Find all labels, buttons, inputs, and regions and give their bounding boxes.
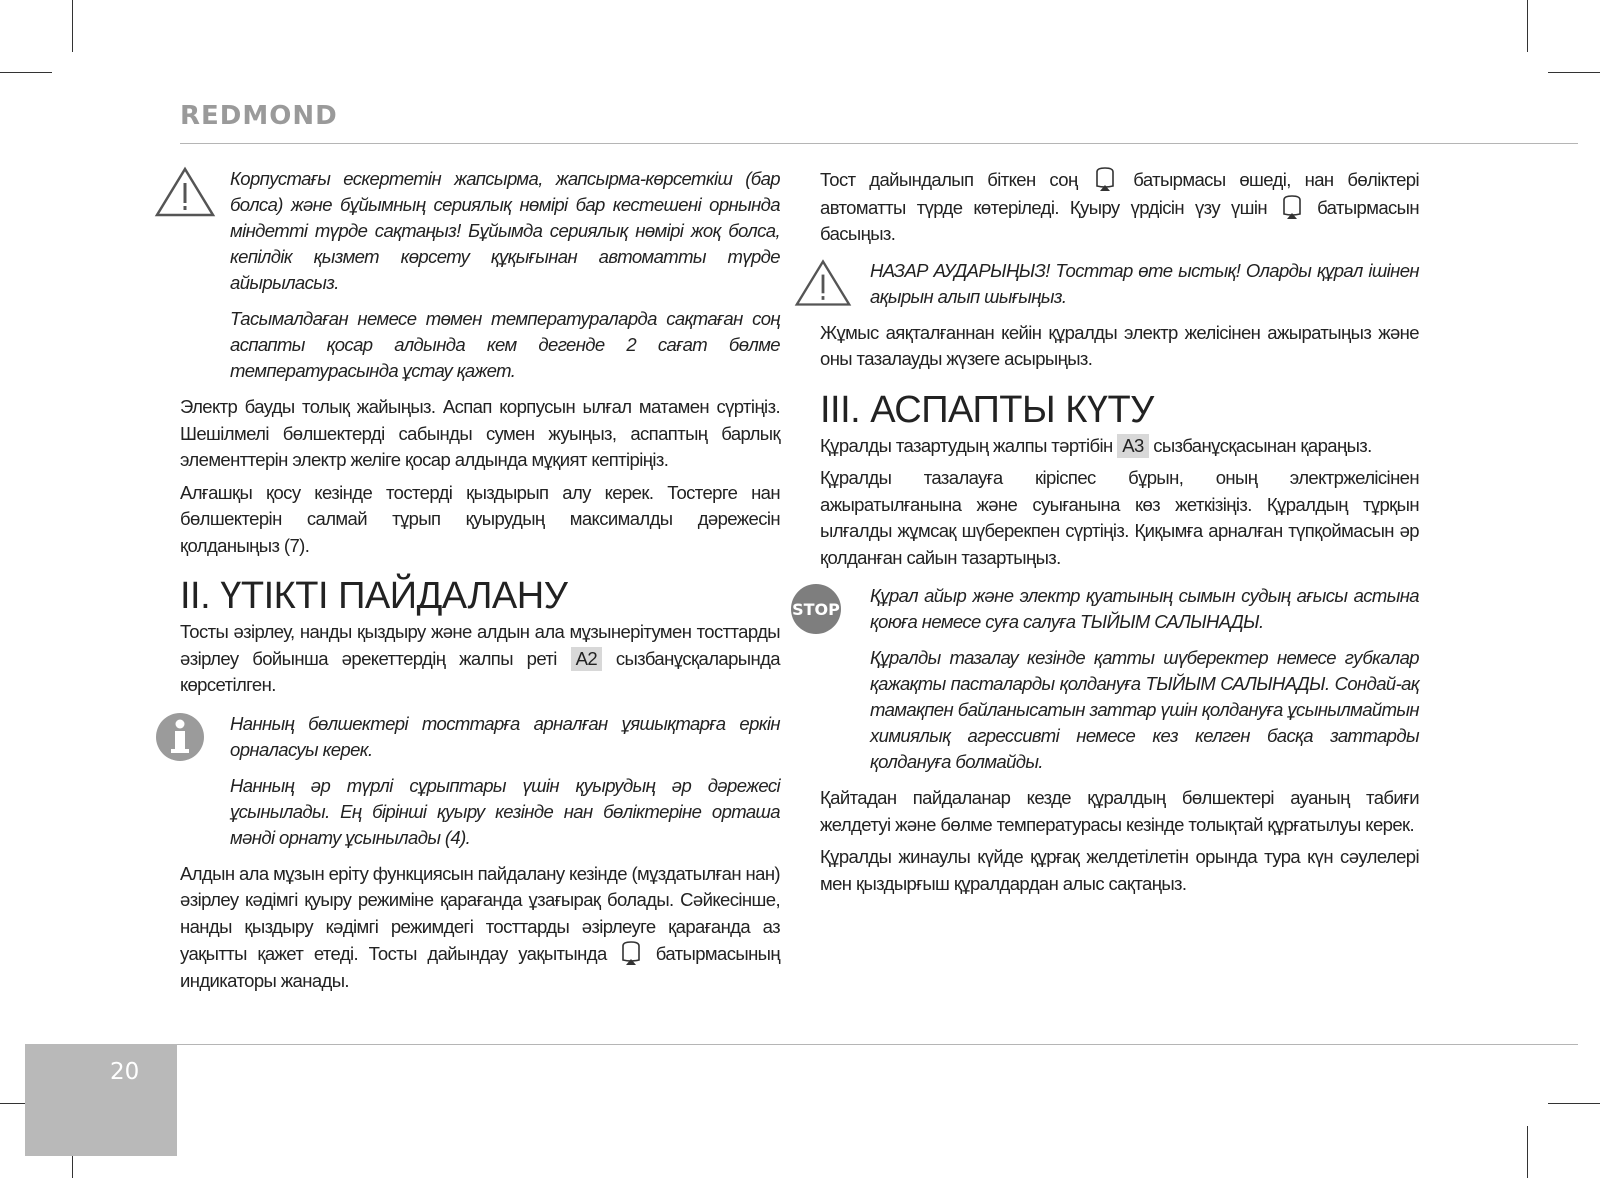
toast-button-icon	[1093, 166, 1117, 192]
paragraph: Алғашқы қосу кезінде тостерді қыздырып алу керек. Тостерге нан бөлшектерін салмай тұрып қуырудың максималды дәрежесін қолданыңыз (7).	[180, 481, 780, 556]
brand-logo: REDMOND	[180, 101, 338, 131]
crop-mark	[1548, 1103, 1600, 1104]
figure-reference: A2	[571, 647, 602, 671]
paragraph-text: сызбанұсқаларында көрсетілген.	[180, 647, 780, 695]
paragraph	[820, 433, 1419, 460]
paragraph	[180, 861, 780, 995]
crop-mark	[1527, 0, 1528, 52]
warning-triangle-icon	[794, 258, 852, 308]
paragraph-text: Тост дайындалып біткен соң	[820, 169, 1078, 190]
crop-mark	[72, 0, 73, 52]
warning-note-text: Корпустағы ескертетін жапсырма, жапсырма-көрсеткіш (бар болса) және бұйымның сериялық нөмірі бар кестешені орнында міндетті түрде сақтаңыз! Бұйымда сериялық нөмірі жоқ болса, кепілдік қызмет көрсету құқығынан автоматты түрде айырыласыз.	[230, 168, 780, 293]
paragraph	[820, 166, 1419, 248]
info-note-text: Нанның әр түрлі сұрыптары үшін қуырудың әр дәрежесі ұсынылады. Ең бірінші қуыру кезінде нан бөліктеріне орташа мәнді орнату ұсынылады (4).	[230, 774, 780, 848]
stop-note	[792, 583, 1419, 775]
page-number: 20	[110, 1059, 140, 1085]
right-column	[792, 166, 1419, 903]
crop-mark	[0, 72, 52, 73]
crop-mark	[1527, 1126, 1528, 1178]
paragraph-text: батырмасы өшеді, нан бөліктері автоматты түрде көтеріледі. Қуыру үрдісін үзу үшін	[820, 169, 1419, 218]
left-column	[180, 166, 780, 1000]
stop-sign-label: STOP	[792, 600, 840, 619]
header-divider	[180, 143, 1578, 144]
page-number-box	[25, 1044, 177, 1156]
paragraph-text: Тосты әзірлеу, нанды қыздыру және алдын ала мұзынерітумен тосттарды әзірлеу бойынша әрекеттердің жалпы реті	[180, 621, 780, 669]
paragraph	[180, 619, 780, 699]
paragraph: Құралды тазалауға кіріспес бұрын, оның электржелісінен ажыратылғанына және суығанына көз жеткізіңіз. Құралдың тұрқын ылғалды жұмсақ шүберекпен сүртіңіз. Қиқымға арналған түпқоймасын әр қолданған сайын тазартыңыз.	[820, 467, 1419, 568]
paragraph-text: Құралды тазартудың жалпы тәртібін	[820, 434, 1113, 456]
stop-note-text: Құрал айыр және электр қуатының сымын судың ағысы астына қоюға немесе суға салуға ТЫЙЫМ САЛЫНАДЫ.	[870, 585, 1419, 632]
toast-button-icon	[1280, 194, 1304, 220]
info-note-text: Нанның бөлшектері тосттарға арналған ұяшықтарға еркін орналасуы керек.	[230, 712, 780, 760]
paragraph: Электр бауды толық жайыңыз. Аспап корпусын ылғал матамен сүртіңіз. Шешілмелі бөлшектерді сабынды сумен жуыңыз, аспаптың барлық элементтерін электр желіге қосар алдында мұқият кептіріңіз.	[180, 396, 780, 470]
crop-mark	[1548, 72, 1600, 73]
warning-note	[820, 258, 1419, 310]
section-title: III. АСПАПТЫ КҮТУ	[820, 388, 1154, 431]
paragraph: Жұмыс аяқталғаннан кейін құралды электр желісінен ажыратыңыз және оны тазалауды жүзеге асырыңыз.	[820, 321, 1419, 369]
figure-reference: A3	[1117, 434, 1148, 458]
stop-sign-icon	[790, 583, 842, 635]
paragraph: Қайтадан пайдаланар кезде құралдың бөлшектері ауаның табиғи желдетуі және бөлме температурасы кезінде толықтай құрғатылуы керек.	[820, 787, 1419, 835]
warning-note-text: НАЗАР АУДАРЫҢЫЗ! Тосттар өте ыстық! Оларды құрал ішінен ақырын алып шығыңыз.	[870, 259, 1419, 307]
section-title: II. ҮТІКТІ ПАЙДАЛАНУ	[180, 575, 568, 617]
warning-note-text: Тасымалдаған немесе төмен температураларда сақтаған соң аспапты қосар алдында кем дегенде 2 сағат бөлме температурасында ұстау қажет.	[230, 308, 780, 381]
info-icon	[154, 711, 206, 763]
paragraph-text: Алдын ала мұзын еріту функциясын пайдалану кезінде (мұздатылған нан) әзірлеу кәдімгі қуыру режиміне қарағанда ұзағырақ болады. Сәйкесінше, нанды қыздыру кәдімгі режимдегі тосттарды әзірлеуге қарағанда аз уақытты қажет етеді. Тосты дайындау уақытында	[180, 862, 780, 964]
stop-note-text: Құралды тазалау кезінде қатты шүберектер немесе губкалар қажақты пасталарды қолдануға ТЫЙЫМ САЛЫНАДЫ. Сондай-ақ тамақпен байланысатын заттар үшін қолдануға ұсынылмайтын химиялық агрессивті немесе кез келген басқа заттарды қолдануға болмайды.	[870, 647, 1419, 772]
paragraph-text: сызбанұсқасынан қараңыз.	[1153, 434, 1372, 456]
toast-button-icon	[619, 940, 643, 966]
paragraph: Құралды жинаулы күйде құрғақ желдетілетін орында тура күн сәулелері мен қыздырғыш құралдардан алыс сақтаңыз.	[820, 846, 1419, 894]
warning-note	[180, 166, 780, 384]
footer-divider	[25, 1044, 1578, 1045]
warning-triangle-icon	[154, 166, 216, 218]
paragraph-text: батырмасын басыңыз.	[820, 196, 1419, 244]
info-note	[180, 711, 780, 851]
paragraph-text: батырмасының индикаторы жанады.	[180, 943, 780, 991]
